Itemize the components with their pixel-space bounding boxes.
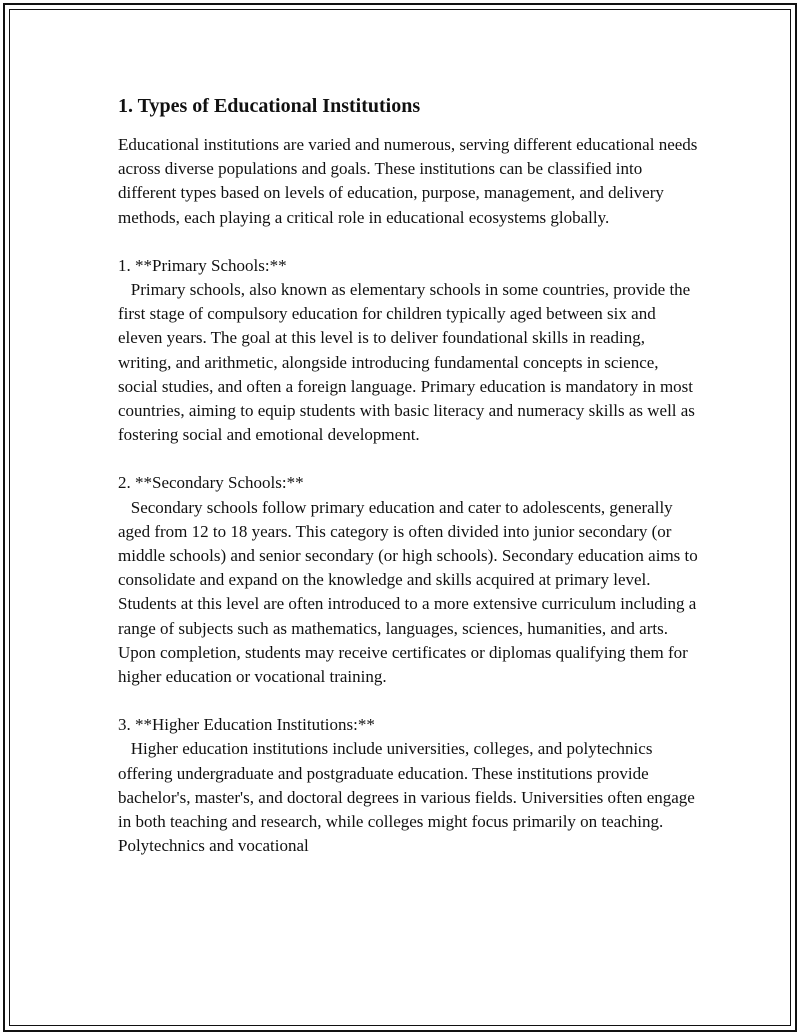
higher-education-body bbox=[118, 737, 698, 858]
section-heading: 1. Types of Educational Institutions bbox=[118, 95, 421, 117]
higher-education-title: 3. **Higher Education Institutions:** bbox=[118, 715, 375, 735]
paragraph-gap bbox=[118, 689, 698, 713]
intro-paragraph: Educational institutions are varied and numerous, serving different educational needs across diverse populations and goals. These institutions can be classified into different types based on levels of education, purpose, management, and delivery methods, each playing a critical role in educational ecosystems globally. bbox=[118, 135, 702, 227]
primary-schools-title: 1. **Primary Schools:** bbox=[118, 255, 287, 275]
secondary-schools-text: Secondary schools follow primary education and cater to adolescents, generally aged from 12 to 18 years. This category is often divided into junior secondary (or middle schools) and senior secondary (or high schools). Secondary education aims to consolidate and expand on the knowledge and skills acquired at primary level. Students at this level are often introduced to a more extensive curriculum including a range of subjects such as mathematics, languages, sciences, humanities, and arts. Upon completion, students may receive certificates or diplomas qualifying them for higher education or vocational training. bbox=[118, 497, 703, 687]
primary-schools-body bbox=[118, 278, 698, 447]
document-content bbox=[118, 92, 703, 858]
primary-schools-text: Primary schools, also known as elementary schools in some countries, provide the first stage of compulsory education for children typically aged between six and eleven years. The goal at this level is to deliver foundational skills in reading, writing, and arithmetic, alongside introducing fundamental concepts in science, social studies, and often a foreign language. Primary education is mandatory in most countries, aiming to equip students with basic literacy and numeracy skills as well as fostering social and emotional development. bbox=[118, 280, 700, 445]
higher-education-text: Higher education institutions include universities, colleges, and polytechnics offering undergraduate and postgraduate education. These institutions provide bachelor's, master's, and doctoral degrees in various fields. Universities often engage in both teaching and research, while colleges might focus primarily on teaching. Polytechnics and vocational bbox=[118, 739, 700, 856]
secondary-schools-body bbox=[118, 496, 703, 690]
secondary-schools-title: 2. **Secondary Schools:** bbox=[118, 473, 304, 493]
paragraph-gap bbox=[118, 230, 698, 254]
paragraph-gap bbox=[118, 447, 698, 471]
